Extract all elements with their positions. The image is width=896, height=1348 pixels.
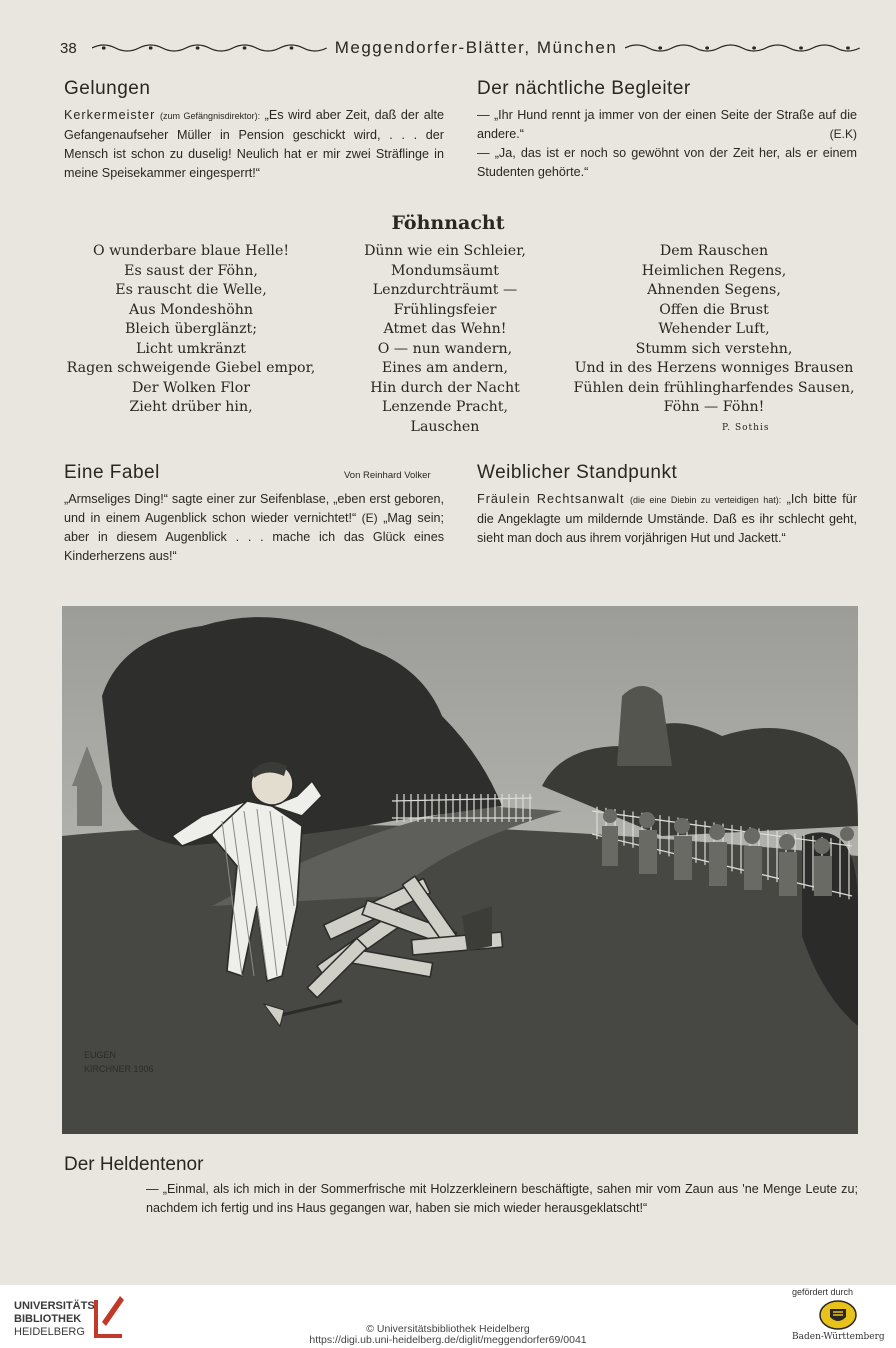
begleiter-line2: — „Ja, das ist er noch so gewöhnt von der Zeit her, als er einem Studenten gehörte.“ [477, 146, 857, 179]
sponsor-label: gefördert durch [792, 1287, 854, 1297]
poem-author: P. Sothis [722, 423, 770, 433]
magazine-title: Meggendorfer-Blätter, München [334, 38, 618, 57]
article-weiblich [477, 462, 857, 548]
library-logo-line3: HEIDELBERG [14, 1326, 85, 1338]
poem-line: Dünn wie ein Schleier, [364, 243, 526, 259]
poem-line: Licht umkränzt [136, 340, 246, 357]
poem-line: Es rauscht die Welle, [115, 282, 267, 298]
poem-line: Der Wolken Flor [131, 379, 251, 396]
poem-line: Fühlen dein frühlingharfendes Sausen, [573, 379, 855, 396]
fabel-text [64, 490, 444, 566]
poem-line: Lenzende Pracht, [381, 399, 509, 415]
fabel-title: Eine Fabel [64, 462, 160, 483]
heldentenor-text: — „Einmal, als ich mich in der Sommerfrische mit Holzzerkleinern beschäftigte, sahen mir vom Zaun aus 'ne Menge Leute zu; nachdem ich fertig und ins Haus gegangen war, haben sie mich wieder herausgeklatscht!“ [146, 1182, 858, 1215]
heldentenor-title: Der Heldentenor [64, 1154, 204, 1175]
fabel-mark: (E) [361, 511, 378, 525]
poem-line: Stumm sich verstehn, [635, 340, 793, 357]
illustration-signature-2: KIRCHNER 1906 [84, 1064, 154, 1074]
poem-line: Bleich überglänzt; [124, 321, 258, 337]
poem-line: O wunderbare blaue Helle! [92, 243, 290, 259]
library-logo-line2: BIBLIOTHEK [14, 1313, 82, 1325]
article-begleiter [477, 78, 857, 182]
poem-line: Aus Mondeshöhn [128, 301, 254, 318]
poem-line: Heimlichen Regens, [641, 262, 787, 279]
weiblich-speaker: Fräulein Rechtsanwalt [477, 492, 625, 506]
poem-line: Wehender Luft, [658, 321, 770, 337]
sponsor-name: Baden-Württemberg [792, 1332, 885, 1342]
poem-line: Eines am andern, [381, 360, 509, 376]
page-url-link[interactable]: https://digi.ub.uni-heidelberg.de/diglit/meggendorfer69/0041 [309, 1334, 587, 1346]
poem-line: Ahnenden Segens, [647, 282, 781, 298]
poem-line: Dem Rauschen [659, 243, 769, 259]
weiblich-body: „Ich bitte für die Angeklagte um mildernde Umstände. Daß es ihr schlecht geht, sieht man doch aus ihrem vorjährigen Hut und Jackett.“ [477, 492, 857, 545]
begleiter-mark: (E.K) [829, 127, 857, 141]
header-ornament-left [92, 42, 327, 54]
weiblich-text [477, 490, 857, 548]
state-emblem-icon[interactable] [818, 1299, 858, 1331]
gelungen-text [64, 106, 444, 183]
poem-line: Offen die Brust [659, 301, 769, 318]
poem-line: Föhn — Föhn! [663, 399, 765, 415]
poem-title: Föhnnacht [391, 212, 505, 234]
poem-line: Atmet das Wehn! [383, 321, 507, 337]
gelungen-speaker: Kerkermeister [64, 108, 156, 122]
illustration-signature-1: EUGEN [84, 1050, 117, 1060]
weiblich-title: Weiblicher Standpunkt [477, 462, 678, 483]
fabel-author: Von Reinhard Volker [344, 470, 431, 481]
poem-line: Zieht drüber hin, [129, 399, 253, 415]
poem-line: Mondumsäumt [391, 262, 499, 279]
page-header [60, 36, 860, 60]
poem-line: Und in des Herzens wonniges Brausen [574, 360, 854, 376]
poem-line: Lauschen [410, 418, 480, 435]
begleiter-title: Der nächtliche Begleiter [477, 78, 691, 99]
poem-column-3 [566, 242, 862, 418]
fabel-text1: „Armseliges Ding!“ sagte einer zur Seifenblase, „eben erst geboren, und in einem Augenblick schon wieder vernichtet!“ [64, 492, 444, 525]
article-gelungen [64, 78, 444, 183]
fabel-text2: „Mag sein; aber in diesem Augenblick . . . mache ich das Glück eines Kinderherzens aus!“ [64, 511, 445, 563]
begleiter-text [477, 106, 857, 182]
poem-line: O — nun wandern, [377, 340, 513, 357]
gelungen-stage-note: (zum Gefängnisdirektor): [159, 111, 261, 121]
begleiter-line1: — „Ihr Hund rennt ja immer von der einen Seite der Straße auf die andere.“ [477, 108, 857, 141]
poem-line: Frühlingsfeier [393, 301, 497, 318]
poem-line: Ragen schweigende Giebel empor, [66, 360, 316, 376]
weiblich-stage-note: (die eine Diebin zu verteidigen hat): [629, 495, 782, 505]
gelungen-title: Gelungen [64, 78, 151, 99]
gelungen-body: „Es wird aber Zeit, daß der alte Gefangenaufseher Müller in Pension geschickt wird, . . . der Mensch ist schon zu duselig! Neulich hat er mir zwei Sträflinge in meine Speisekammer eingesperrt!“ [64, 108, 445, 180]
header-ornament-right [625, 42, 860, 54]
illustration-heldentenor [62, 606, 858, 1134]
poem-line: Es saust der Föhn, [124, 262, 258, 279]
poem-column-2 [340, 242, 550, 437]
page-number: 38 [60, 39, 77, 57]
poem-line: Lenzdurchträumt — [372, 282, 518, 298]
poem-line: Hin durch der Nacht [370, 379, 520, 396]
poem-column-1 [60, 242, 322, 418]
copyright-text: © Universitätsbibliothek Heidelberg [366, 1323, 530, 1335]
library-logo-line1: UNIVERSITÄTS- [14, 1300, 99, 1312]
